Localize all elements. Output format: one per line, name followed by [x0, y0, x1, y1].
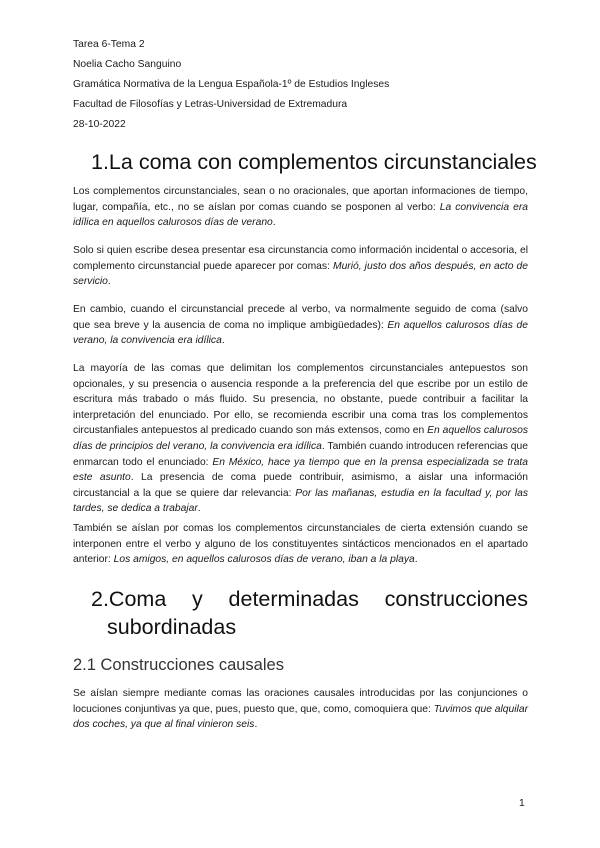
paragraph-text: Los complementos circunstanciales, sean o no oracionales, que aportan informaciones de tiempo, lugar, compañía, etc., no se aíslan por comas cuando se posponen al verbo: [73, 186, 528, 213]
section1-paragraph-5 [73, 521, 528, 568]
paragraph-text: La mayoría de las comas que delimitan los complementos circunstanciales antepuestos son opcionales, y su presencia o ausencia responde a la preferencia del que escribe por un estilo de escritura más trabado o más fluido. Su presencia, no obstante, puede contribuir a facilitar la interpretación del enunciado. Por ello, se recomienda escribir una coma tras los complementos circustanfiales antepuestos al predicado cuando son más extensos, como en [73, 363, 528, 437]
page-number: 1 [519, 798, 525, 809]
header-faculty: Facultad de Filosofías y Letras-Universidad de Extremadura [73, 99, 348, 110]
paragraph-text: Solo si quien escribe desea presentar esa circunstancia como información incidental o accesoria, el complemento circunstancial puede aparecer por comas: [73, 245, 528, 272]
example-text: Murió, justo dos años después, en acto de servicio [73, 260, 528, 288]
section2-title [91, 585, 528, 641]
paragraph-text: . [107, 276, 111, 288]
example-text: Los amigos, en aquellos calurosos días de verano, iban a la playa [113, 554, 415, 566]
example-text: Tuvimos que alquilar dos coches, ya que al final vinieron seis [73, 703, 528, 731]
section1-title: 1.La coma con complementos circunstanciales [91, 150, 537, 174]
header-date: 28-10-2022 [73, 119, 126, 130]
section1-paragraph-4 [73, 361, 528, 517]
section2-title-line2: subordinadas [107, 615, 237, 639]
title-word: determinadas [228, 587, 359, 611]
paragraph-text: También se aíslan por comas los complementos circunstanciales de cierta extensión cuando se interponen entre el verbo y alguno de los constituyentes sintácticos mencionados en el apartado anterior: [73, 523, 528, 566]
example-text: Por las mañanas, estudia en la facultad y, por las tardes, se dedica a trabajar [73, 487, 528, 515]
paragraph-text: Se aíslan siempre mediante comas las oraciones causales introducidas por las conjunciones o locuciones conjuntivas ya que, pues, puesto que, que, como, comoquiera que: [73, 688, 528, 715]
paragraph-text: . También cuando introducen referencias que enmarcan todo el enunciado: [73, 440, 528, 468]
paragraph-text: . La presencia de coma puede contribuir, asimismo, a aislar una información circustancial a la que se quiere dar relevancia: [73, 472, 528, 499]
title-word: y [192, 587, 203, 611]
example-text: En aquellos calurosos días de principios del verano, la convivencia era idílica [73, 425, 528, 452]
paragraph-text: . [221, 335, 225, 347]
document-header [73, 35, 389, 135]
title-word: 2.Coma [91, 587, 167, 611]
paragraph-text: . [254, 719, 258, 731]
paragraph-text: . [197, 503, 201, 515]
title-word: construcciones [384, 587, 528, 611]
section2-title-line1 [91, 585, 528, 613]
paragraph-text: En cambio, cuando el circunstancial precede al verbo, va normalmente seguido de coma (salvo que sea breve y la ausencia de coma no implique ambigüedades): [73, 304, 528, 331]
example-text: En aquellos calurosos días de verano, la convivencia era idílica [73, 319, 528, 347]
header-assignment: Tarea 6-Tema 2 [73, 39, 145, 50]
section1-paragraph-1 [73, 184, 528, 231]
header-course: Gramática Normativa de la Lengua Española-1º de Estudios Ingleses [73, 79, 390, 90]
header-author: Noelia Cacho Sanguino [73, 59, 182, 70]
section1-paragraph-3 [73, 302, 528, 349]
example-text: En México, hace ya tiempo que en la prensa especializada se trata este asunto [73, 456, 529, 484]
subsection-paragraph [73, 686, 528, 733]
subsection-title: 2.1 Construcciones causales [73, 656, 284, 674]
example-text: La convivencia era idílica en aquellos calurosos días de verano [73, 201, 528, 229]
paragraph-text: . [414, 554, 418, 566]
paragraph-text: . [272, 217, 276, 229]
section1-paragraph-2 [73, 243, 528, 290]
